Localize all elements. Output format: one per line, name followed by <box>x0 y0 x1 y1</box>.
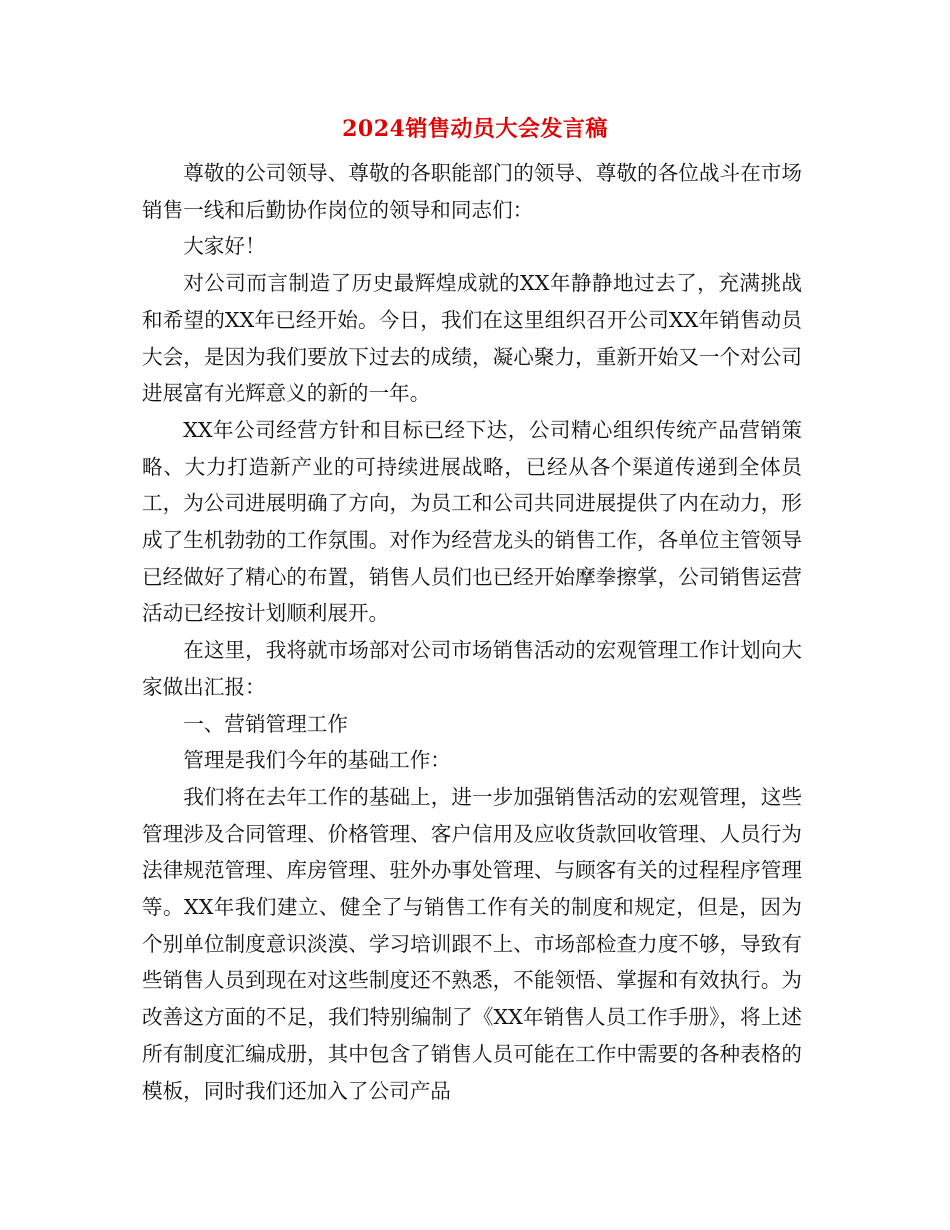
document-body <box>142 155 802 1109</box>
paragraph-hello: 大家好！ <box>183 234 266 259</box>
paragraph-greeting: 尊敬的公司领导、尊敬的各职能部门的领导、尊敬的各位战斗在市场销售一线和后勤协作岗位的领导和同志们： <box>142 161 802 222</box>
paragraph-management-detail: 我们将在去年工作的基础上，进一步加强销售活动的宏观管理，这些管理涉及合同管理、价格管理、客户信用及应收货款回收管理、人员行为法律规范管理、库房管理、驻外办事处管理、与顾客有关的过程程序管理等。XX年我们建立、健全了与销售工作有关的制度和规定，但是，因为个别单位制度意识淡漠、学习培训跟不上、市场部检查力度不够，导致有些销售人员到现在对这些制度还不熟悉，不能领悟、掌握和有效执行。为改善这方面的不足，我们特别编制了《XX年销售人员工作手册》，将上述所有制度汇编成册，其中包含了销售人员可能在工作中需要的各种表格的模板，同时我们还加入了公司产品 <box>142 784 802 1103</box>
document-title: 2024销售动员大会发言稿 <box>342 116 608 142</box>
paragraph-report-intro: 在这里，我将就市场部对公司市场销售活动的宏观管理工作计划向大家做出汇报： <box>142 638 802 699</box>
paragraph-intro: 对公司而言制造了历史最辉煌成就的XX年静静地过去了，充满挑战和希望的XX年已经开始。今日，我们在这里组织召开公司XX年销售动员大会，是因为我们要放下过去的成绩，凝心聚力，重新开始又一个对公司进展富有光辉意义的新的一年。 <box>142 271 802 406</box>
section-heading-marketing-management: 一、营销管理工作 <box>183 711 348 736</box>
paragraph-strategy: XX年公司经营方针和目标已经下达，公司精心组织传统产品营销策略、大力打造新产业的可持续进展战略，已经从各个渠道传递到全体员工，为公司进展明确了方向，为员工和公司共同进展提供了内在动力，形成了生机勃勃的工作氛围。对作为经营龙头的销售工作，各单位主管领导已经做好了精心的布置，销售人员们也已经开始摩拳擦掌，公司销售运营活动已经按计划顺利展开。 <box>142 417 802 626</box>
paragraph-management-basis: 管理是我们今年的基础工作： <box>183 748 451 773</box>
